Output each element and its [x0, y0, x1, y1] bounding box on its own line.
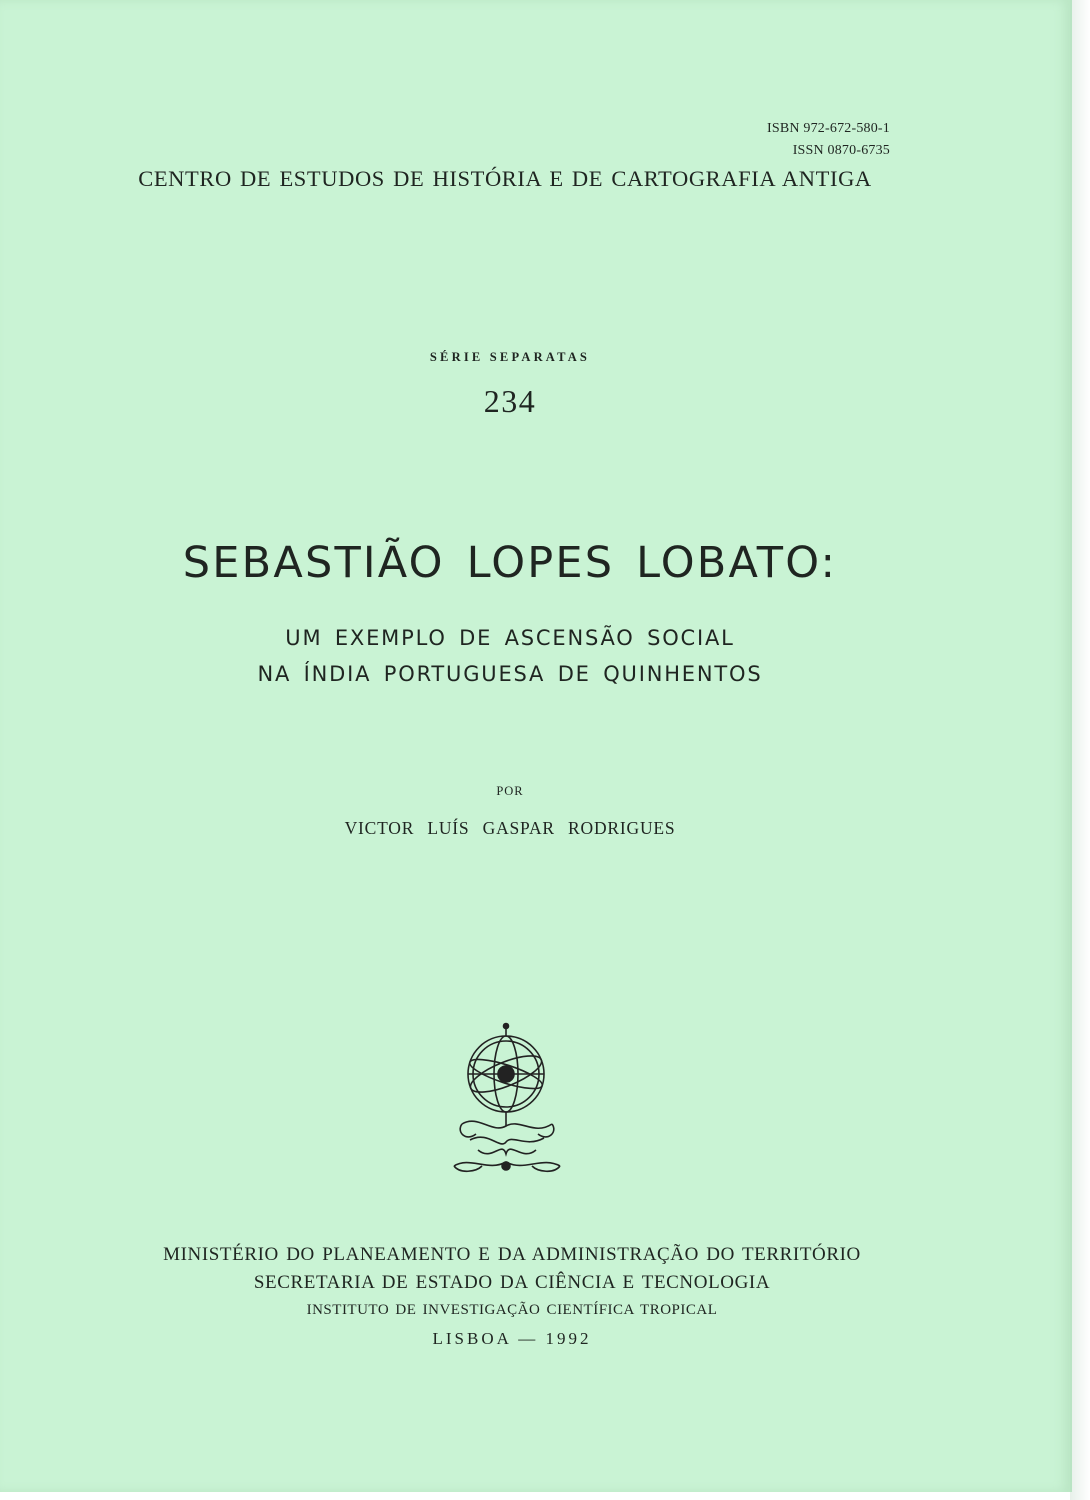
byline-por: POR	[496, 784, 524, 798]
imprint-secretariat: SECRETARIA DE ESTADO DA CIÊNCIA E TECNOLOGIA	[253, 1272, 771, 1293]
imprint-ministry: MINISTÉRIO DO PLANEAMENTO E DA ADMINISTRAÇÃO DO TERRITÓRIO	[163, 1244, 861, 1265]
armillary-sphere-emblem-icon	[448, 1022, 566, 1174]
author-name: VICTOR LUÍS GASPAR RODRIGUES	[344, 818, 676, 838]
imprint-block	[0, 1240, 1024, 1354]
institution-name: CENTRO DE ESTUDOS DE HISTÓRIA E DE CARTOGRAFIA ANTIGA	[138, 166, 872, 191]
imprint-institute: INSTITUTO DE INVESTIGAÇÃO CIENTÍFICA TROPICAL	[306, 1302, 718, 1318]
series-label: SÉRIE SEPARATAS	[429, 350, 591, 364]
main-title: SEBASTIÃO LOPES LOBATO:	[182, 538, 838, 588]
series-number: 234	[483, 383, 537, 419]
subtitle-line-1: UM EXEMPLO DE ASCENSÃO SOCIAL	[285, 626, 735, 650]
subtitle-line-2: NA ÍNDIA PORTUGUESA DE QUINHENTOS	[257, 662, 763, 686]
subtitle	[0, 620, 1020, 692]
identifiers-block	[700, 118, 890, 162]
page-edge	[1070, 0, 1090, 1500]
imprint-place-year: LISBOA — 1992	[432, 1329, 592, 1348]
isbn-number: ISBN 972-672-580-1	[767, 121, 890, 136]
issn-number: ISSN 0870-6735	[792, 143, 890, 158]
